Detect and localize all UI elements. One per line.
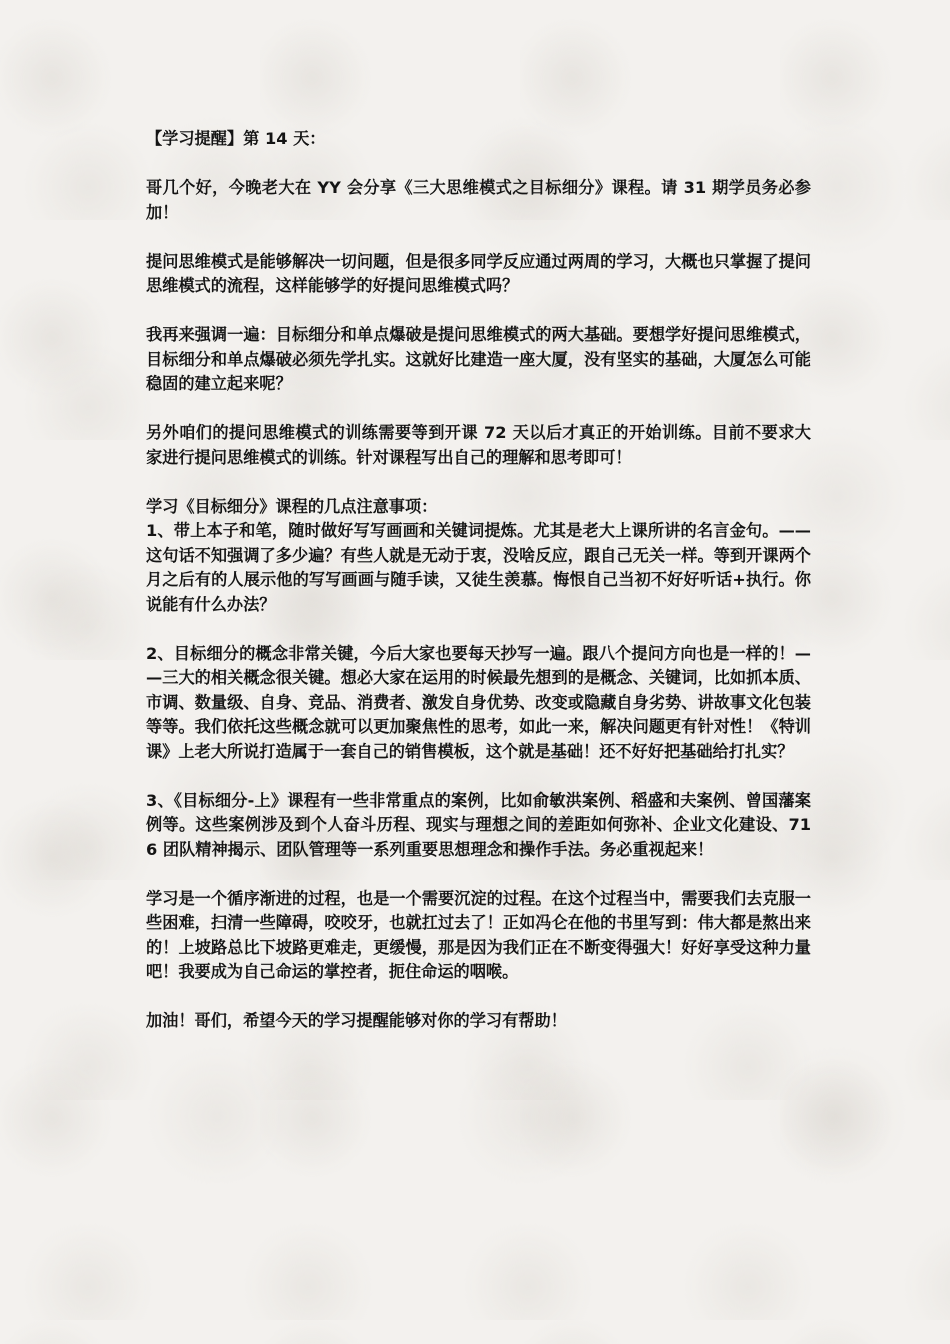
paragraph-training: 另外咱们的提问思维模式的训练需要等到开课 72 天以后才真正的开始训练。目前不要求大家进行提问思维模式的训练。针对课程写出自己的理解和思考即可！: [146, 423, 811, 467]
paragraph-gap: [146, 152, 811, 177]
notes-heading: 学习《目标细分》课程的几点注意事项：: [146, 496, 438, 516]
paragraph-announcement: 哥几个好，今晚老大在 YY 会分享《三大思维模式之目标细分》课程。请 31 期学员务必参加！: [146, 178, 811, 222]
note-item-1: 1、带上本子和笔，随时做好写写画画和关键词提炼。尤其是老大上课所讲的名言金句。——这句话不知强调了多少遍？有些人就是无动于衷，没啥反应，跟自己无关一样。等到开课两个月之后有的人展示他的写写画画与随手读，又徒生羡慕。悔恨自己当初不好好听话+执行。你说能有什么办法？: [146, 521, 811, 614]
paragraph-gap: [146, 764, 811, 789]
paragraph-question: 提问思维模式是能够解决一切问题，但是很多同学反应通过两周的学习，大概也只掌握了提问思维模式的流程，这样能够学的好提问思维模式吗？: [146, 251, 811, 295]
document-body: [146, 127, 811, 1034]
paragraph-gap: [146, 617, 811, 642]
paragraph-gap: [146, 470, 811, 495]
note-item-3: 3、《目标细分-上》课程有一些非常重点的案例，比如俞敏洪案例、稻盛和夫案例、曾国藩案例等。这些案例涉及到个人奋斗历程、现实与理想之间的差距如何弥补、企业文化建设、716 团队精神揭示、团队管理等一系列重要思想理念和操作手法。务必重视起来！: [146, 790, 811, 859]
paragraph-closing: 学习是一个循序渐进的过程，也是一个需要沉淀的过程。在这个过程当中，需要我们去克服一些困难，扫清一些障碍，咬咬牙，也就扛过去了！正如冯仑在他的书里写到：伟大都是熬出来的！上坡路总比下坡路更难走，更缓慢，那是因为我们正在不断变得强大！好好享受这种力量吧！我要成为自己命运的掌控者，扼住命运的咽喉。: [146, 888, 811, 981]
paragraph-emphasis: 我再来强调一遍：目标细分和单点爆破是提问思维模式的两大基础。要想学好提问思维模式，目标细分和单点爆破必须先学扎实。这就好比建造一座大厦，没有坚实的基础，大厦怎么可能稳固的建立起来呢？: [146, 325, 811, 393]
paragraph-gap: [146, 299, 811, 324]
document-title: 【学习提醒】第 14 天：: [146, 129, 326, 148]
paragraph-signoff: 加油！哥们，希望今天的学习提醒能够对你的学习有帮助！: [146, 1011, 567, 1030]
paragraph-gap: [146, 225, 811, 250]
paragraph-gap: [146, 862, 811, 887]
note-item-2: 2、目标细分的概念非常关键，今后大家也要每天抄写一遍。跟八个提问方向也是一样的！——三大的相关概念很关键。想必大家在运用的时候最先想到的是概念、关键词，比如抓本质、市调、数量级、自身、竞品、消费者、激发自身优势、改变或隐藏自身劣势、讲故事文化包装等等。我们依托这些概念就可以更加聚焦性的思考，如此一来，解决问题更有针对性！《特训课》上老大所说打造属于一套自己的销售模板，这个就是基础！还不好好把基础给打扎实？: [146, 643, 811, 761]
paragraph-gap: [146, 397, 811, 422]
paragraph-gap: [146, 985, 811, 1010]
